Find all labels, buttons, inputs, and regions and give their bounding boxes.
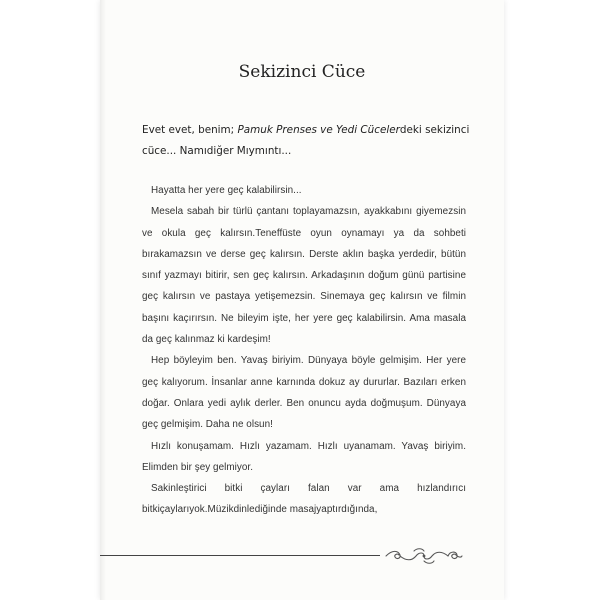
page-spine-shadow: [100, 0, 106, 600]
paragraph: Sakinleştirici bitki çayları falan var ama hızlandırıcı bitkiçaylarıyok.Müzikdinlediğinde masajyaptırdığında,: [142, 483, 466, 516]
paragraph: Hayatta her yere geç kalabilirsin...: [151, 185, 302, 196]
chapter-title: Sekizinci Cüce: [238, 62, 366, 82]
footer-rule: [100, 555, 380, 556]
chapter-body: [142, 180, 466, 521]
intro-text-end: deki sekizinci cüce... Namıdiğer Mıymıntı...: [142, 124, 470, 157]
intro-text-start: Evet evet, benim;: [142, 124, 238, 136]
paragraph: Hep böyleyim ben. Yavaş biriyim. Dünyaya böyle gelmişim. Her yere geç kalıyorum. İnsanlar anne karnında dokuz ay dururlar. Bazıları erken doğar. Onlara yedi aylık derler. Ben onuncu ayda doğmuşum. Dünyaya geç gelmişim. Daha ne olsun!: [142, 355, 466, 431]
paragraph: Mesela sabah bir türlü çantanı toplayamazsın, ayakkabını giyemezsin ve okula geç kalırsın.Teneffüste oyun oynamayı ya da sohbeti bırakamazsın ve derse geç kalırsın. Derste aklın başka yerdedir, bütün sınıf yazmayı bitirir, sen geç kalırsın. Arkadaşının doğum günü partisine geç kalırsın ve pastaya yetişemezsin. Sinemaya geç kalırsın ve filmin başını kaçırırsın. Ne bileyim işte, her yere geç kalabilirsin. Ama masala da geç kalınmaz ki kardeşim!: [142, 206, 466, 346]
paragraph: Hızlı konuşamam. Hızlı yazamam. Hızlı uyanamam. Yavaş biriyim. Elimden bir şey gelmiyor.: [142, 440, 466, 473]
chapter-intro: [142, 120, 472, 162]
intro-book-title: Pamuk Prenses ve Yedi Cüceler: [237, 124, 400, 136]
flourish-ornament-icon: [384, 545, 464, 567]
